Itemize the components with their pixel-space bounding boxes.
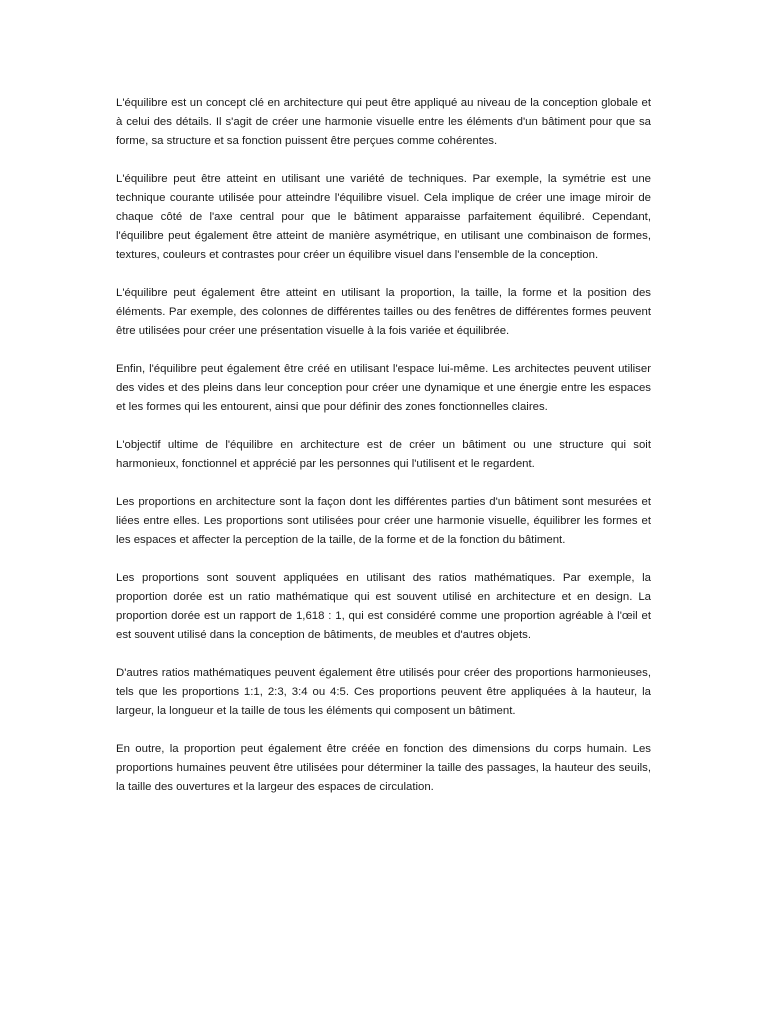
paragraph-balance-proportion: L'équilibre peut également être atteint en utilisant la proportion, la taille, la forme et la position des éléments. Par exemple, des colonnes de différentes tailles ou des fenêtres de différentes formes peuvent être utilisées pour créer une présentation visuelle à la fois variée et équilibrée. xyxy=(116,287,651,337)
paragraph-proportions-definition: Les proportions en architecture sont la façon dont les différentes parties d'un bâtiment sont mesurées et liées entre elles. Les proportions sont utilisées pour créer une harmonie visuelle, équilibrer les formes et les espaces et affecter la perception de la taille, de la forme et de la fonction du bâtiment. xyxy=(116,496,651,546)
paragraph-human-proportions: En outre, la proportion peut également être créée en fonction des dimensions du corps humain. Les proportions humaines peuvent être utilisées pour déterminer la taille des passages, la hauteur des seuils, la taille des ouvertures et la largeur des espaces de circulation. xyxy=(116,743,651,793)
document-page xyxy=(116,94,651,816)
paragraph-balance-techniques: L'équilibre peut être atteint en utilisant une variété de techniques. Par exemple, la symétrie est une technique courante utilisée pour atteindre l'équilibre visuel. Cela implique de créer une image miroir de chaque côté de l'axe central pour que le bâtiment apparaisse parfaitement équilibré. Cependant, l'équilibre peut également être atteint de manière asymétrique, en utilisant une combinaison de formes, textures, couleurs et contrastes pour créer un équilibre visuel dans l'ensemble de la conception. xyxy=(116,173,651,261)
paragraph-balance-objective: L'objectif ultime de l'équilibre en architecture est de créer un bâtiment ou une structure qui soit harmonieux, fonctionnel et apprécié par les personnes qui l'utilisent et le regardent. xyxy=(116,439,651,470)
paragraph-balance-space: Enfin, l'équilibre peut également être créé en utilisant l'espace lui-même. Les architectes peuvent utiliser des vides et des pleins dans leur conception pour créer une dynamique et une énergie entre les espaces et les formes qui les entourent, ainsi que pour définir des zones fonctionnelles claires. xyxy=(116,363,651,413)
paragraph-other-ratios: D'autres ratios mathématiques peuvent également être utilisés pour créer des proportions harmonieuses, tels que les proportions 1:1, 2:3, 3:4 ou 4:5. Ces proportions peuvent être appliquées à la hauteur, la largeur, la longueur et la taille de tous les éléments qui composent un bâtiment. xyxy=(116,667,651,717)
paragraph-golden-ratio: Les proportions sont souvent appliquées en utilisant des ratios mathématiques. Par exemple, la proportion dorée est un ratio mathématique qui est souvent utilisé en architecture et en design. La proportion dorée est un rapport de 1,618 : 1, qui est considéré comme une proportion agréable à l'œil et est souvent utilisé dans la conception de bâtiments, de meubles et d'autres objets. xyxy=(116,572,651,641)
paragraph-balance-definition: L'équilibre est un concept clé en architecture qui peut être appliqué au niveau de la conception globale et à celui des détails. Il s'agit de créer une harmonie visuelle entre les éléments d'un bâtiment pour que sa forme, sa structure et sa fonction puissent être perçues comme cohérentes. xyxy=(116,97,651,147)
